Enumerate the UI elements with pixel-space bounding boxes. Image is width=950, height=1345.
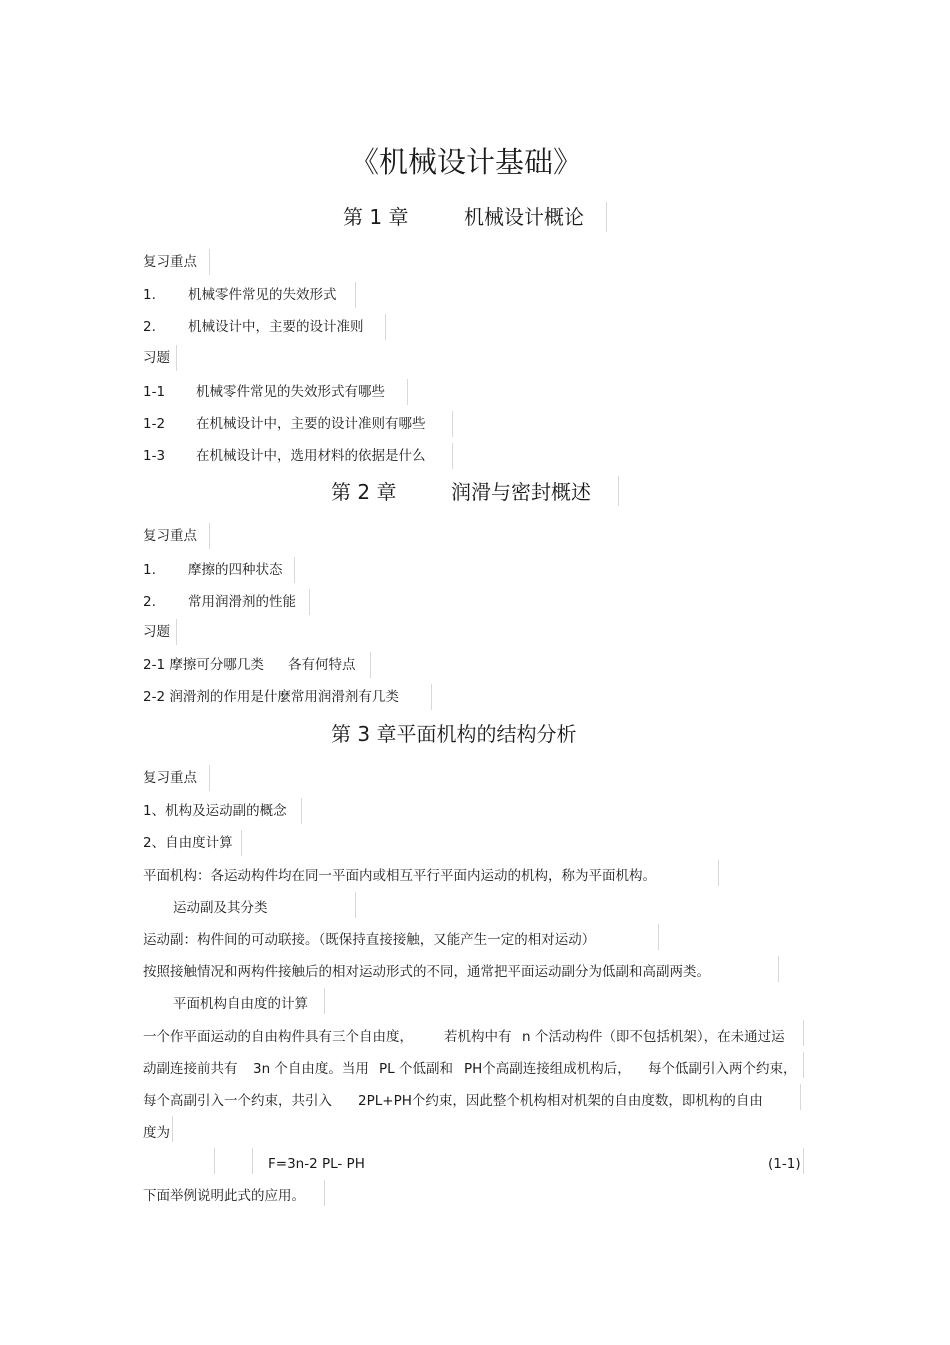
exercise-number: 1-1 bbox=[143, 384, 166, 400]
review-heading: 复习重点 bbox=[143, 770, 197, 786]
paragraph-line: 每个低副引入两个约束， bbox=[648, 1061, 797, 1077]
exercise-item: 2-1 摩擦可分哪几类 bbox=[143, 657, 264, 673]
exercise-item: 在机械设计中，主要的设计准则有哪些 bbox=[196, 416, 426, 432]
paragraph: 下面举例说明此式的应用。 bbox=[143, 1188, 305, 1204]
exercise-item: 在机械设计中，选用材料的依据是什么 bbox=[196, 448, 426, 464]
divider bbox=[803, 1020, 804, 1046]
divider bbox=[176, 619, 177, 645]
review-heading: 复习重点 bbox=[143, 528, 197, 544]
chapter-2-number: 第 2 章 bbox=[331, 480, 397, 504]
divider bbox=[407, 379, 408, 405]
list-item-number: 1. bbox=[143, 287, 156, 303]
divider bbox=[252, 1148, 253, 1174]
divider bbox=[452, 411, 453, 437]
divider bbox=[803, 1148, 804, 1174]
divider bbox=[209, 249, 210, 275]
review-heading: 复习重点 bbox=[143, 254, 197, 270]
document-title: 《机械设计基础》 bbox=[350, 145, 583, 179]
list-item-number: 2. bbox=[143, 319, 156, 335]
divider bbox=[778, 956, 779, 982]
divider bbox=[355, 282, 356, 308]
exercise-item: 机械零件常见的失效形式有哪些 bbox=[196, 384, 385, 400]
divider bbox=[294, 557, 295, 583]
divider bbox=[658, 924, 659, 950]
divider bbox=[241, 830, 242, 856]
list-item-number: 2. bbox=[143, 594, 156, 610]
paragraph-line: 动副连接前共有 bbox=[143, 1061, 238, 1077]
exercise-item: 2-2 润滑剂的作用是什麼常用润滑剂有几类 bbox=[143, 689, 399, 705]
list-item: 1、机构及运动副的概念 bbox=[143, 803, 287, 819]
section-heading: 平面机构自由度的计算 bbox=[173, 996, 308, 1012]
equation-number: (1-1) bbox=[768, 1156, 801, 1172]
divider bbox=[176, 345, 177, 371]
paragraph-line: 度为 bbox=[143, 1125, 170, 1141]
divider bbox=[618, 476, 619, 506]
exercise-number: 1-3 bbox=[143, 448, 166, 464]
exercise-number: 1-2 bbox=[143, 416, 166, 432]
divider bbox=[324, 1180, 325, 1206]
divider bbox=[431, 684, 432, 710]
divider bbox=[385, 314, 386, 340]
chapter-3-title: 第 3 章平面机构的结构分析 bbox=[331, 722, 577, 746]
divider bbox=[301, 798, 302, 824]
chapter-1-title: 机械设计概论 bbox=[464, 205, 584, 229]
formula: F=3n-2 PL- PH bbox=[268, 1156, 365, 1172]
paragraph-line: 2PL+PH个约束，因此整个机构相对机架的自由度数，即机构的自由 bbox=[358, 1093, 763, 1109]
paragraph: 平面机构：各运动构件均在同一平面内或相互平行平面内运动的机构，称为平面机构。 bbox=[143, 868, 656, 884]
list-item: 摩擦的四种状态 bbox=[188, 562, 283, 578]
divider bbox=[324, 988, 325, 1014]
list-item: 机械零件常见的失效形式 bbox=[188, 287, 337, 303]
paragraph-line: PH个高副连接组成机构后， bbox=[464, 1061, 631, 1077]
exercise-heading: 习题 bbox=[143, 624, 170, 640]
list-item: 常用润滑剂的性能 bbox=[188, 594, 296, 610]
divider bbox=[209, 765, 210, 791]
paragraph: 按照接触情况和两构件接触后的相对运动形式的不同，通常把平面运动副分为低副和高副两类。 bbox=[143, 964, 710, 980]
divider bbox=[718, 860, 719, 886]
paragraph-line: 一个作平面运动的自由构件具有三个自由度， bbox=[143, 1029, 413, 1045]
divider bbox=[214, 1148, 215, 1174]
divider bbox=[452, 443, 453, 469]
paragraph-line: 若机构中有 bbox=[444, 1029, 512, 1045]
divider bbox=[172, 1116, 173, 1142]
section-heading: 运动副及其分类 bbox=[173, 900, 268, 916]
divider bbox=[800, 1084, 801, 1110]
paragraph-line: PL 个低副和 bbox=[379, 1061, 453, 1077]
divider bbox=[209, 523, 210, 549]
list-item-number: 1. bbox=[143, 562, 156, 578]
paragraph-line: 每个高副引入一个约束，共引入 bbox=[143, 1093, 332, 1109]
divider bbox=[309, 589, 310, 615]
divider bbox=[606, 202, 607, 232]
exercise-item-continuation: 各有何特点 bbox=[288, 657, 356, 673]
paragraph-line: n 个活动构件（即不包括机架），在未通过运 bbox=[522, 1029, 785, 1045]
exercise-heading: 习题 bbox=[143, 350, 170, 366]
divider bbox=[803, 1052, 804, 1078]
paragraph-line: 3n 个自由度。当用 bbox=[253, 1061, 369, 1077]
list-item: 2、自由度计算 bbox=[143, 835, 233, 851]
chapter-1-number: 第 1 章 bbox=[343, 205, 409, 229]
divider bbox=[355, 892, 356, 918]
divider bbox=[370, 652, 371, 678]
chapter-2-title: 润滑与密封概述 bbox=[451, 480, 591, 504]
list-item: 机械设计中，主要的设计准则 bbox=[188, 319, 364, 335]
paragraph: 运动副：构件间的可动联接。（既保持直接接触，又能产生一定的相对运动） bbox=[143, 932, 596, 948]
